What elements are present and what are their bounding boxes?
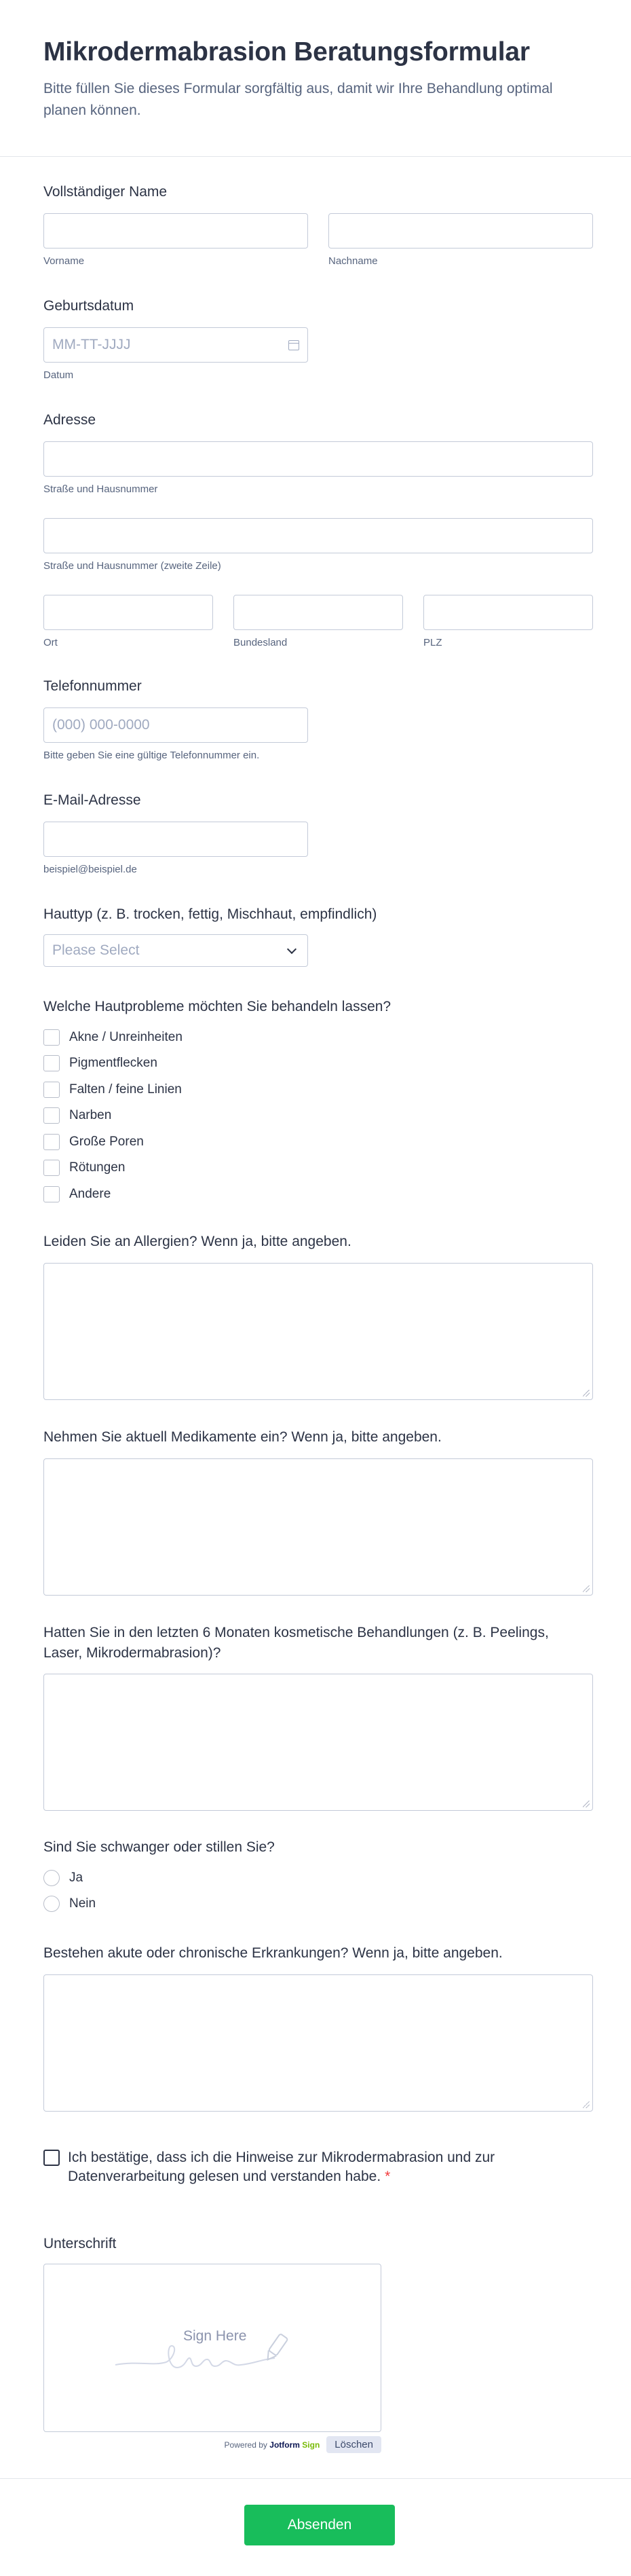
birthdate-field: [43, 296, 593, 381]
email-label: E-Mail-Adresse: [43, 792, 141, 808]
street2-input[interactable]: [43, 518, 593, 553]
phone-field: [43, 676, 593, 761]
treatments-field: [43, 1623, 593, 1811]
allergies-field: [43, 1232, 593, 1400]
checkbox[interactable]: [43, 1107, 60, 1124]
street2-sublabel: Straße und Hausnummer (zweite Zeile): [43, 560, 221, 572]
checkbox[interactable]: [43, 1055, 60, 1071]
powered-by: [225, 2440, 320, 2450]
pregnant-option-no[interactable]: [43, 1891, 593, 1917]
allergies-textarea[interactable]: [43, 1263, 593, 1400]
concerns-field: [43, 997, 593, 1207]
powered-brand: Jotform: [269, 2440, 300, 2450]
birthdate-sublabel: Datum: [43, 369, 74, 382]
checkbox[interactable]: [43, 1186, 60, 1202]
consent-text: Ich bestätige, dass ich die Hinweise zur Mikrodermabrasion und zur Datenverarbeitung gelesen und verstanden habe.: [68, 2150, 495, 2185]
form-title: Mikrodermabrasion Beratungsformular: [43, 37, 530, 67]
allergies-label: Leiden Sie an Allergien? Wenn ja, bitte angeben.: [43, 1234, 351, 1249]
submit-button[interactable]: Absenden: [244, 2505, 395, 2545]
radio-label: Ja: [69, 1870, 83, 1885]
skin-type-label: Hauttyp (z. B. trocken, fettig, Mischhaut, empfindlich): [43, 906, 377, 922]
birthdate-label: Geburtsdatum: [43, 298, 134, 314]
skin-type-field: [43, 904, 593, 967]
required-mark: *: [385, 2169, 391, 2185]
pregnant-options: [43, 1864, 593, 1917]
street-sublabel: Straße und Hausnummer: [43, 483, 158, 496]
consent-checkbox[interactable]: [43, 2150, 60, 2166]
pregnant-option-yes[interactable]: [43, 1864, 593, 1891]
checkbox[interactable]: [43, 1029, 60, 1046]
city-input[interactable]: [43, 595, 213, 630]
conditions-field: [43, 1943, 593, 2112]
radio-label: Nein: [69, 1896, 96, 1911]
first-name-sublabel: Vorname: [43, 255, 85, 268]
treatments-label: Hatten Sie in den letzten 6 Monaten kosmetische Behandlungen (z. B. Peelings, Laser, Mikrodermabrasion)?: [43, 1625, 549, 1661]
calendar-icon[interactable]: [288, 340, 299, 350]
concern-option[interactable]: [43, 1103, 593, 1129]
birthdate-placeholder: MM-TT-JJJJ: [52, 337, 131, 353]
conditions-label: Bestehen akute oder chronische Erkrankungen? Wenn ja, bitte angeben.: [43, 1945, 503, 1961]
signature-placeholder: Sign Here: [183, 2328, 247, 2344]
checkbox[interactable]: [43, 1160, 60, 1176]
concern-option[interactable]: [43, 1024, 593, 1050]
form-description: Bitte füllen Sie dieses Formular sorgfältig aus, damit wir Ihre Behandlung optimal planen können.: [43, 80, 553, 119]
checkbox[interactable]: [43, 1134, 60, 1150]
full-name-label: Vollständiger Name: [43, 184, 168, 200]
last-name-input[interactable]: [328, 213, 593, 249]
concern-option[interactable]: [43, 1076, 593, 1103]
email-sublabel: beispiel@beispiel.de: [43, 864, 137, 876]
consent-checkbox-row[interactable]: [43, 2148, 593, 2187]
concerns-label: Welche Hautprobleme möchten Sie behandeln lassen?: [43, 999, 391, 1014]
pregnant-label: Sind Sie schwanger oder stillen Sie?: [43, 1839, 275, 1855]
last-name-sublabel: Nachname: [328, 255, 378, 268]
email-input[interactable]: [43, 822, 308, 857]
concern-option-label: Falten / feine Linien: [69, 1082, 182, 1097]
street-input[interactable]: [43, 441, 593, 477]
form-footer: [0, 2478, 631, 2576]
email-field: [43, 790, 593, 875]
treatments-textarea[interactable]: [43, 1674, 593, 1811]
concern-option-label: Pigmentflecken: [69, 1056, 157, 1071]
concern-option[interactable]: [43, 1050, 593, 1077]
phone-sublabel: Bitte geben Sie eine gültige Telefonnummer ein.: [43, 750, 260, 762]
medications-textarea[interactable]: [43, 1458, 593, 1596]
skin-type-placeholder: Please Select: [52, 942, 140, 959]
powered-prefix: Powered by: [224, 2440, 267, 2450]
address-field: [43, 410, 593, 648]
address-label: Adresse: [43, 412, 96, 428]
powered-product: Sign: [302, 2440, 320, 2450]
concern-option-label: Narben: [69, 1108, 112, 1123]
consent-text-wrapper: [68, 2148, 570, 2187]
consent-field: [43, 2148, 593, 2187]
concern-option-label: Rötungen: [69, 1160, 126, 1175]
clear-signature-button[interactable]: Löschen: [326, 2436, 381, 2453]
phone-input[interactable]: [43, 707, 308, 743]
city-sublabel: Ort: [43, 637, 58, 649]
phone-placeholder: (000) 000-0000: [52, 717, 150, 733]
radio[interactable]: [43, 1870, 60, 1886]
signature-label: Unterschrift: [43, 2236, 117, 2251]
medications-label: Nehmen Sie aktuell Medikamente ein? Wenn ja, bitte angeben.: [43, 1429, 442, 1445]
skin-type-select[interactable]: [43, 934, 308, 967]
form-header: [0, 0, 631, 157]
conditions-textarea[interactable]: [43, 1974, 593, 2112]
radio[interactable]: [43, 1896, 60, 1912]
state-input[interactable]: [233, 595, 403, 630]
signature-pad[interactable]: [43, 2264, 381, 2432]
pregnant-field: [43, 1837, 593, 1917]
first-name-input[interactable]: [43, 213, 308, 249]
concern-option[interactable]: [43, 1181, 593, 1207]
signature-field: [43, 2234, 593, 2453]
concern-option-label: Akne / Unreinheiten: [69, 1029, 183, 1044]
checkbox[interactable]: [43, 1082, 60, 1098]
full-name-field: [43, 182, 593, 267]
concern-option[interactable]: [43, 1128, 593, 1155]
concern-option[interactable]: [43, 1155, 593, 1181]
signature-footer: [43, 2436, 381, 2453]
zip-input[interactable]: [423, 595, 593, 630]
chevron-down-icon: [287, 944, 297, 954]
concern-option-label: Andere: [69, 1186, 111, 1201]
concern-option-label: Große Poren: [69, 1134, 144, 1149]
medications-field: [43, 1427, 593, 1596]
zip-sublabel: PLZ: [423, 637, 442, 649]
phone-label: Telefonnummer: [43, 678, 142, 694]
state-sublabel: Bundesland: [233, 637, 288, 649]
birthdate-input[interactable]: [43, 327, 308, 363]
concerns-options: [43, 1024, 593, 1207]
